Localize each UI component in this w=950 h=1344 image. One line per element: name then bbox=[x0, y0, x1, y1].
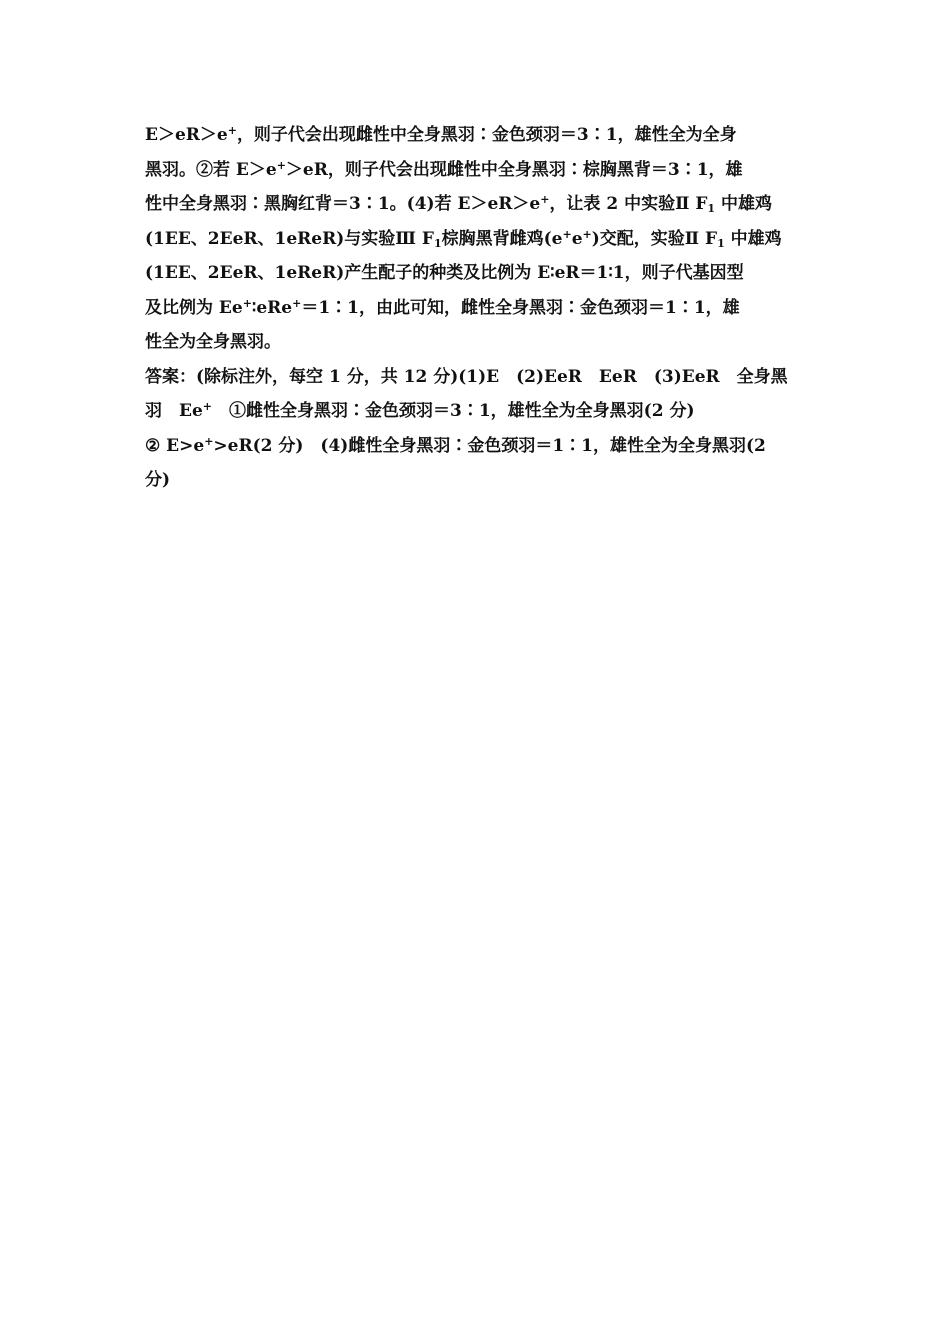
explanation-line-4: (1EE、2EeR、1eReR)与实验Ⅲ $F_1$棕胸黑背雌鸡(e+e+)交配，实验Ⅱ $F_1$ 中雄鸡 bbox=[145, 227, 782, 250]
explanation-line-6: 及比例为 Ee+∶eRe+＝1∶1，由此可知，雌性全身黑羽∶金色颈羽＝1∶1，雄 bbox=[145, 296, 740, 318]
document-body bbox=[145, 118, 807, 498]
explanation-line-3: 性中全身黑羽∶黑胸红背＝3∶1。(4)若 E＞eR＞e+，让表 2 中实验Ⅱ $F_1$ 中雄鸡 bbox=[145, 193, 772, 215]
explanation-paragraph bbox=[145, 118, 807, 360]
explanation-line-2: 黑羽。②若 E＞e+＞eR，则子代会出现雌性中全身黑羽∶棕胸黑背＝3∶1，雄 bbox=[145, 158, 743, 180]
answer-line-4: 分) bbox=[145, 470, 171, 490]
answer-line-3: ② E>e+>eR(2 分) (4)雌性全身黑羽∶金色颈羽＝1∶1，雄性全为全身黑羽(2 bbox=[145, 434, 766, 456]
answer-line-1: 答案：(除标注外，每空 1 分，共 12 分)(1)E (2)EeR EeR (3)EeR 全身黑 bbox=[145, 366, 788, 387]
explanation-line-5: (1EE、2EeR、1eReR)产生配子的种类及比例为 E∶eR＝1∶1，则子代基因型 bbox=[145, 263, 744, 283]
answer-line-2: 羽 Ee+ ①雌性全身黑羽∶金色颈羽＝3∶1，雄性全为全身黑羽(2 分) bbox=[145, 400, 695, 421]
explanation-line-7: 性全为全身黑羽。 bbox=[145, 332, 281, 352]
answer-paragraph bbox=[145, 360, 807, 498]
answer-label: 答案 bbox=[145, 366, 179, 387]
explanation-line-1: E＞eR＞e+，则子代会出现雌性中全身黑羽∶金色颈羽＝3∶1，雄性全为全身 bbox=[145, 124, 737, 145]
